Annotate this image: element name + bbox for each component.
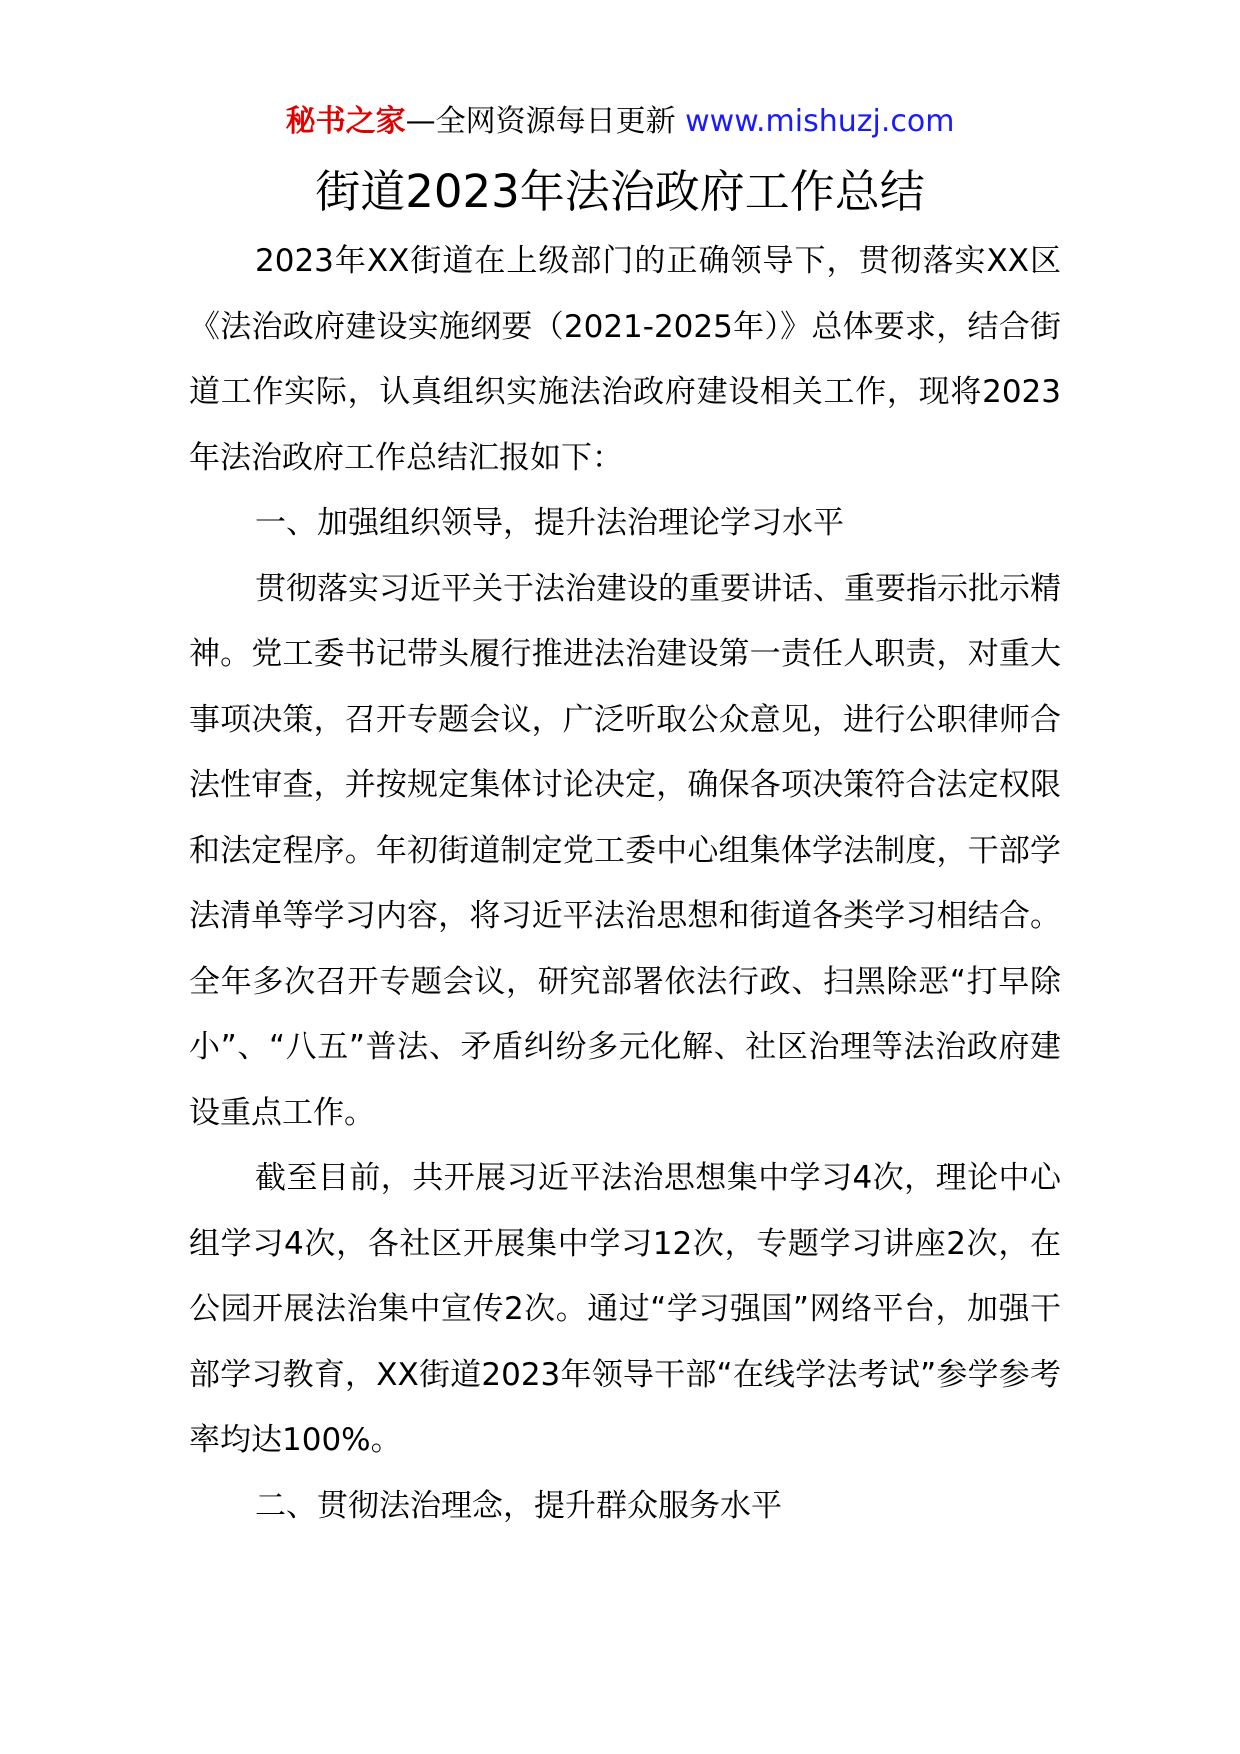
body-paragraph: 截至目前，共开展习近平法治思想集中学习4次，理论中心组学习4次，各社区开展集中学习12次，专题学习讲座2次，在公园开展法治集中宣传2次。通过“学习强国”网络平台，加强干部学习教育，XX街道2023年领导干部“在线学法考试”参学参考率均达100%。 [189,1160,1061,1458]
section-heading-1: 一、加强组织领导，提升法治理论学习水平 [255,505,844,541]
site-url: www.mishuzj.com [685,104,955,139]
header-tagline: —全网资源每日更新 [405,104,686,139]
document-title: 街道2023年法治政府工作总结 [315,165,925,218]
site-header [0,100,1240,144]
document-body [189,229,1061,1539]
body-paragraph: 贯彻落实习近平关于法治建设的重要讲话、重要指示批示精神。党工委书记带头履行推进法治建设第一责任人职责，对重大事项决策，召开专题会议，广泛听取公众意见，进行公职律师合法性审查，并按规定集体讨论决定，确保各项决策符合法定权限和法定程序。年初街道制定党工委中心组集体学法制度，干部学法清单等学习内容，将习近平法治思想和街道各类学习相结合。全年多次召开专题会议，研究部署依法行政、扫黑除恶“打早除小”、“八五”普法、矛盾纠纷多元化解、社区治理等法治政府建设重点工作。 [189,570,1061,1131]
section-heading-2: 二、贯彻法治理念，提升群众服务水平 [255,1487,782,1524]
intro-paragraph: 2023年XX街道在上级部门的正确领导下，贯彻落实XX区《法治政府建设实施纲要（2021-2025年）》总体要求，结合街道工作实际，认真组织实施法治政府建设相关工作，现将2023年法治政府工作总结汇报如下： [189,243,1061,476]
brand-name: 秘书之家 [285,104,406,139]
